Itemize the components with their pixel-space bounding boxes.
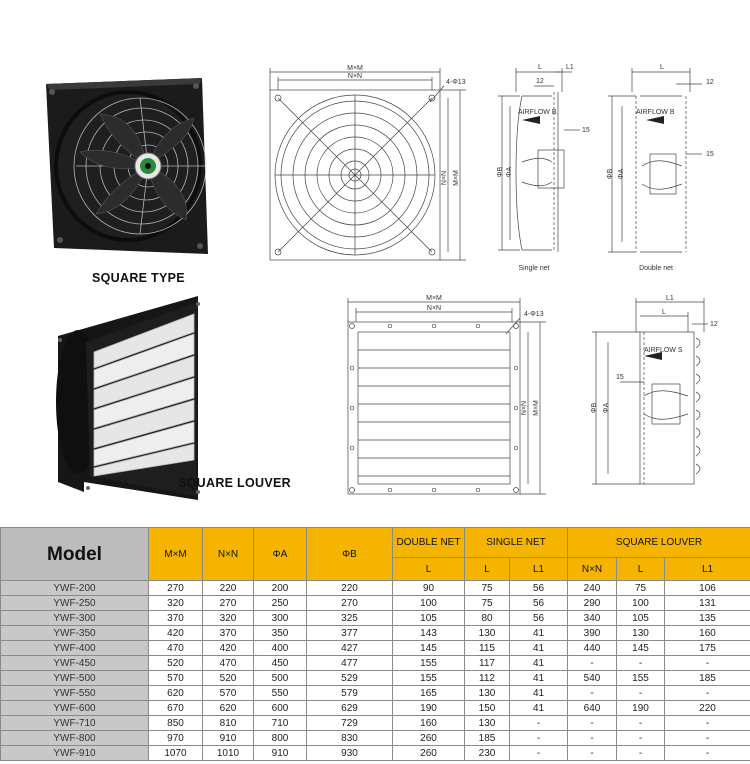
table-row	[1, 671, 750, 686]
louver-nn-cell: -	[568, 656, 617, 671]
phib-cell: 529	[307, 671, 393, 686]
phia-cell: 600	[254, 701, 307, 716]
double-net-phi-b: ΦB	[607, 168, 614, 180]
table-row	[1, 596, 750, 611]
louver-dim-mm-label: M×M	[426, 295, 442, 302]
phib-cell: 830	[307, 731, 393, 746]
nn-cell: 520	[203, 671, 254, 686]
single-l1-cell: -	[510, 746, 568, 761]
single-net-phi-a: ΦA	[506, 166, 513, 178]
nn-cell: 370	[203, 626, 254, 641]
louver-l1-cell: 220	[665, 701, 750, 716]
single-l1-cell: 56	[510, 611, 568, 626]
col-phib-header: ΦB	[307, 528, 393, 581]
louver-nn-cell: 240	[568, 581, 617, 596]
double-net-airflow: AIRFLOW B	[636, 109, 675, 116]
phib-cell: 427	[307, 641, 393, 656]
louver-l-cell: -	[617, 716, 665, 731]
mm-cell: 270	[149, 581, 203, 596]
single-l-cell: 130	[465, 686, 510, 701]
table-row	[1, 656, 750, 671]
single-l1-cell: 56	[510, 596, 568, 611]
model-cell: YWF-800	[1, 731, 149, 746]
mm-cell: 570	[149, 671, 203, 686]
mm-cell: 970	[149, 731, 203, 746]
louver-l1-cell: 185	[665, 671, 750, 686]
group-single-net-header: SINGLE NET	[465, 528, 568, 558]
double-l-cell: 155	[393, 671, 465, 686]
phib-cell: 270	[307, 596, 393, 611]
single-net-dim-12: 12	[536, 78, 544, 85]
phia-cell: 500	[254, 671, 307, 686]
model-cell: YWF-600	[1, 701, 149, 716]
louver-nn-cell: -	[568, 746, 617, 761]
double-net-dim-12: 12	[706, 79, 714, 86]
louver-side-dim-12: 12	[710, 321, 718, 328]
mm-cell: 470	[149, 641, 203, 656]
phib-cell: 220	[307, 581, 393, 596]
dim-mm-label: M×M	[347, 65, 363, 72]
single-l-cell: 150	[465, 701, 510, 716]
nn-cell: 810	[203, 716, 254, 731]
double-l-cell: 100	[393, 596, 465, 611]
single-net-dim-l: L	[538, 64, 542, 71]
louver-l1-cell: 106	[665, 581, 750, 596]
single-l-cell: 130	[465, 716, 510, 731]
single-l-cell: 112	[465, 671, 510, 686]
nn-cell: 570	[203, 686, 254, 701]
louver-l1-cell: 175	[665, 641, 750, 656]
double-l-cell: 160	[393, 716, 465, 731]
table-row	[1, 611, 750, 626]
phia-cell: 710	[254, 716, 307, 731]
sub-single-l1-header: L1	[510, 558, 568, 581]
louver-l1-cell: -	[665, 686, 750, 701]
double-l-cell: 260	[393, 731, 465, 746]
phia-cell: 400	[254, 641, 307, 656]
mm-cell: 520	[149, 656, 203, 671]
single-l-cell: 185	[465, 731, 510, 746]
side-mm-label: M×M	[453, 170, 460, 186]
group-square-louver-header: SQUARE LOUVER	[568, 528, 750, 558]
single-l-cell: 80	[465, 611, 510, 626]
double-l-cell: 90	[393, 581, 465, 596]
louver-side-dim-15: 15	[616, 374, 624, 381]
louver-nn-cell: 340	[568, 611, 617, 626]
single-l1-cell: 41	[510, 701, 568, 716]
double-net-dim-l: L	[660, 64, 664, 71]
model-cell: YWF-350	[1, 626, 149, 641]
single-net-caption: Single net	[518, 265, 550, 272]
model-cell: YWF-300	[1, 611, 149, 626]
louver-l-cell: 130	[617, 626, 665, 641]
single-l-cell: 75	[465, 596, 510, 611]
louver-l1-cell: 135	[665, 611, 750, 626]
louver-side-airflow: AIRFLOW S	[644, 347, 683, 354]
sub-louver-l1-header: L1	[665, 558, 750, 581]
single-l-cell: 117	[465, 656, 510, 671]
phia-cell: 550	[254, 686, 307, 701]
mm-cell: 670	[149, 701, 203, 716]
caption-square-louver: SQUARE LOUVER	[178, 476, 291, 490]
single-net-dim-15: 15	[582, 127, 590, 134]
double-net-dim-15: 15	[706, 151, 714, 158]
nn-cell: 470	[203, 656, 254, 671]
single-l1-cell: -	[510, 716, 568, 731]
louver-l1-cell: 160	[665, 626, 750, 641]
model-cell: YWF-200	[1, 581, 149, 596]
phib-cell: 377	[307, 626, 393, 641]
louver-side-drawing	[584, 292, 734, 500]
nn-cell: 620	[203, 701, 254, 716]
louver-front-drawing	[340, 292, 562, 500]
model-cell: YWF-710	[1, 716, 149, 731]
louver-l1-cell: -	[665, 731, 750, 746]
louver-side-dim-l1: L1	[666, 295, 674, 302]
table-row	[1, 716, 750, 731]
table-row	[1, 641, 750, 656]
louver-side-dim-l: L	[662, 309, 666, 316]
model-header: Model	[1, 528, 149, 581]
phib-cell: 729	[307, 716, 393, 731]
model-cell: YWF-550	[1, 686, 149, 701]
single-net-airflow: AIRFLOW B	[518, 109, 557, 116]
nn-cell: 420	[203, 641, 254, 656]
double-net-drawing	[606, 62, 726, 274]
phia-cell: 450	[254, 656, 307, 671]
sub-double-l-header: L	[393, 558, 465, 581]
nn-cell: 910	[203, 731, 254, 746]
louver-l-cell: 75	[617, 581, 665, 596]
table-row	[1, 626, 750, 641]
col-mm-header: M×M	[149, 528, 203, 581]
model-cell: YWF-400	[1, 641, 149, 656]
phia-cell: 200	[254, 581, 307, 596]
col-phia-header: ΦA	[254, 528, 307, 581]
louver-nn-cell: 290	[568, 596, 617, 611]
double-l-cell: 190	[393, 701, 465, 716]
nn-cell: 220	[203, 581, 254, 596]
table-row	[1, 581, 750, 596]
louver-holes-label: 4-Φ13	[524, 311, 544, 318]
single-l-cell: 115	[465, 641, 510, 656]
group-double-net-header: DOUBLE NET	[393, 528, 465, 558]
double-l-cell: 155	[393, 656, 465, 671]
double-l-cell: 145	[393, 641, 465, 656]
single-l1-cell: 41	[510, 626, 568, 641]
single-l-cell: 130	[465, 626, 510, 641]
single-l1-cell: 41	[510, 656, 568, 671]
louver-l-cell: -	[617, 656, 665, 671]
single-l-cell: 230	[465, 746, 510, 761]
louver-nn-cell: 640	[568, 701, 617, 716]
louver-nn-cell: -	[568, 731, 617, 746]
mm-cell: 320	[149, 596, 203, 611]
single-l-cell: 75	[465, 581, 510, 596]
louver-nn-cell: 440	[568, 641, 617, 656]
single-l1-cell: 41	[510, 671, 568, 686]
front-view-drawing	[260, 62, 482, 272]
double-l-cell: 105	[393, 611, 465, 626]
nn-cell: 1010	[203, 746, 254, 761]
louver-nn-cell: 390	[568, 626, 617, 641]
phib-cell: 629	[307, 701, 393, 716]
double-net-caption: Double net	[639, 265, 673, 272]
louver-side-nn-label: N×N	[521, 400, 528, 416]
mm-cell: 620	[149, 686, 203, 701]
louver-nn-cell: -	[568, 716, 617, 731]
single-net-dim-l1: L1	[566, 64, 574, 71]
table-row	[1, 746, 750, 761]
sub-louver-nn-header: N×N	[568, 558, 617, 581]
single-l1-cell: 56	[510, 581, 568, 596]
holes-label: 4-Φ13	[446, 79, 466, 86]
single-net-drawing	[494, 62, 604, 274]
nn-cell: 270	[203, 596, 254, 611]
phib-cell: 325	[307, 611, 393, 626]
phia-cell: 250	[254, 596, 307, 611]
dim-nn-label: N×N	[347, 73, 363, 80]
louver-l-cell: 155	[617, 671, 665, 686]
louver-nn-cell: 540	[568, 671, 617, 686]
louver-l-cell: -	[617, 731, 665, 746]
single-l1-cell: 41	[510, 641, 568, 656]
sub-single-l-header: L	[465, 558, 510, 581]
square-fan-photo	[40, 78, 210, 262]
col-nn-header: N×N	[203, 528, 254, 581]
mm-cell: 850	[149, 716, 203, 731]
caption-square-type: SQUARE TYPE	[92, 271, 185, 285]
mm-cell: 370	[149, 611, 203, 626]
single-l1-cell: -	[510, 731, 568, 746]
phia-cell: 350	[254, 626, 307, 641]
double-l-cell: 260	[393, 746, 465, 761]
mm-cell: 1070	[149, 746, 203, 761]
louver-side-phi-a: ΦA	[603, 402, 610, 414]
louver-l-cell: 105	[617, 611, 665, 626]
model-cell: YWF-450	[1, 656, 149, 671]
nn-cell: 320	[203, 611, 254, 626]
double-l-cell: 143	[393, 626, 465, 641]
phib-cell: 579	[307, 686, 393, 701]
louver-l-cell: -	[617, 686, 665, 701]
louver-l-cell: -	[617, 746, 665, 761]
sub-louver-l-header: L	[617, 558, 665, 581]
model-cell: YWF-500	[1, 671, 149, 686]
louver-side-phi-b: ΦB	[591, 402, 598, 414]
louver-l1-cell: -	[665, 656, 750, 671]
louver-l1-cell: -	[665, 716, 750, 731]
louver-dim-nn-label: N×N	[426, 305, 442, 312]
spec-table	[0, 527, 750, 761]
model-cell: YWF-250	[1, 596, 149, 611]
phib-cell: 477	[307, 656, 393, 671]
louver-nn-cell: -	[568, 686, 617, 701]
phia-cell: 300	[254, 611, 307, 626]
double-l-cell: 165	[393, 686, 465, 701]
mm-cell: 420	[149, 626, 203, 641]
louver-l1-cell: 131	[665, 596, 750, 611]
phia-cell: 800	[254, 731, 307, 746]
double-net-phi-a: ΦA	[618, 168, 625, 180]
side-nn-label: N×N	[441, 170, 448, 186]
phib-cell: 930	[307, 746, 393, 761]
model-cell: YWF-910	[1, 746, 149, 761]
louver-side-mm-label: M×M	[533, 400, 540, 416]
table-row	[1, 686, 750, 701]
louver-l-cell: 100	[617, 596, 665, 611]
table-row	[1, 731, 750, 746]
single-l1-cell: 41	[510, 686, 568, 701]
single-net-phi-b: ΦB	[497, 166, 504, 178]
louver-l1-cell: -	[665, 746, 750, 761]
louver-l-cell: 190	[617, 701, 665, 716]
table-row	[1, 701, 750, 716]
phia-cell: 910	[254, 746, 307, 761]
louver-l-cell: 145	[617, 641, 665, 656]
